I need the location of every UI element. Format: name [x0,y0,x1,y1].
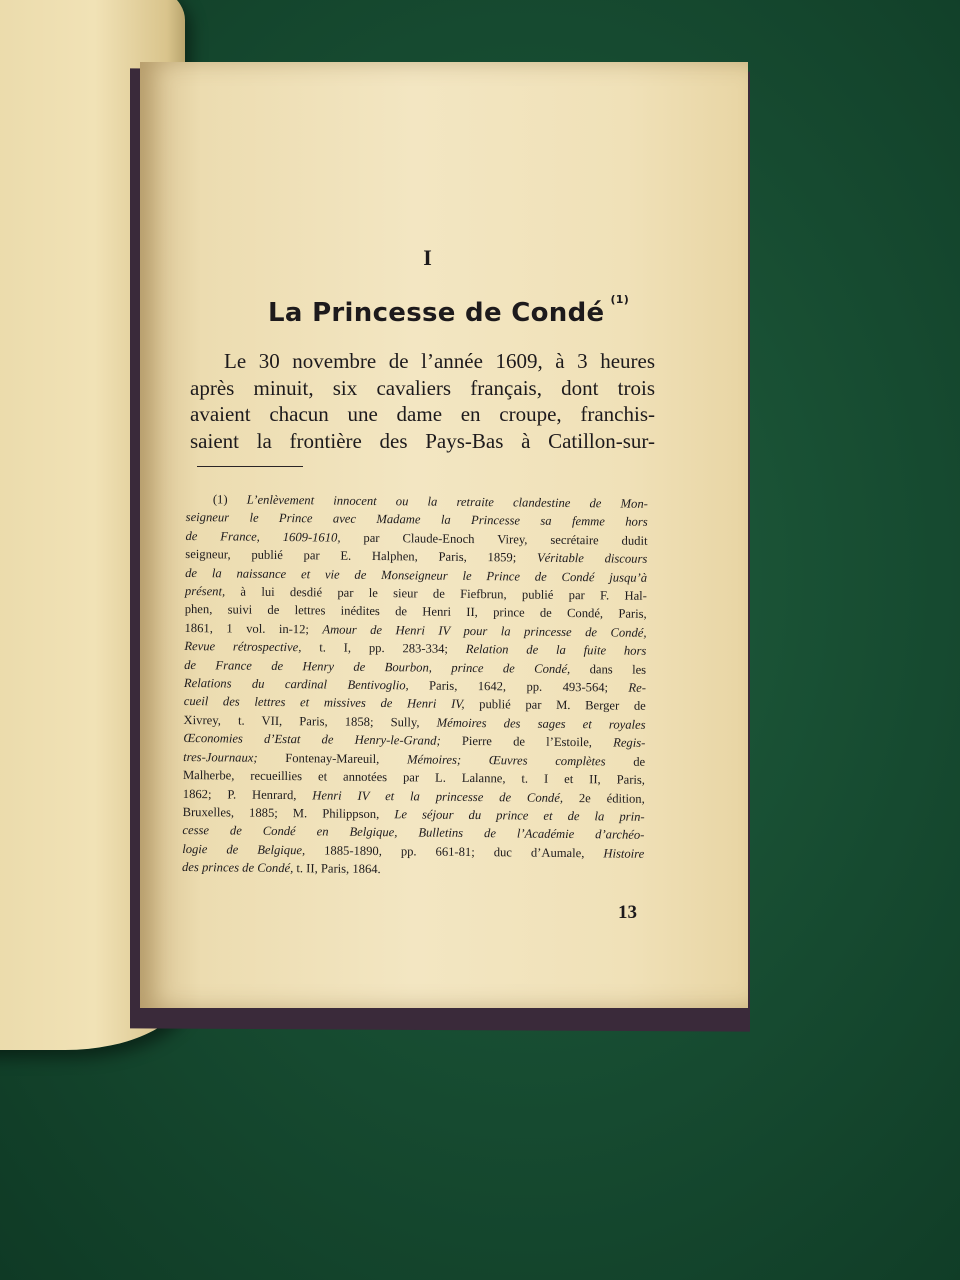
body-line: Le 30 novembre de l’année 1609, à 3 heures [224,349,655,373]
footnote-italic-run: Regis- [613,735,646,751]
footnote-marker: (1) [610,293,630,307]
footnote-italic-run: de la naissance et vie de Monseigneur le Prince de Condé jusqu’à [185,565,648,585]
body-line: avaient chacun une dame en croupe, franchis- [190,402,655,426]
footnote-italic-run: Re- [628,680,647,695]
body-line: après minuit, six cavaliers français, dont trois [190,375,655,400]
footnote-italic-run: Relations du cardinal Bentivoglio, [183,676,409,693]
footnote-italic-run: Henri IV et la princesse de Condé, [312,787,564,805]
book-page [140,62,748,1008]
body-paragraph [190,348,655,454]
footnote-run: (1) [212,492,247,507]
footnote-italic-run: présent, [184,584,226,599]
footnote-italic-run: cueil des lettres et missives de Henri IV, [183,694,465,712]
footnote-italic-run: cesse de Condé en Belgique, Bulletins de l’Académie d’archéo- [182,823,645,843]
footnote-italic-run: L’enlèvement innocent ou la retraite clandestine de Mon- [246,492,648,511]
footnote-run: phen, suivi de lettres inédites de Henri II, prince de Condé, Paris, [184,602,647,622]
footnote-run: 1885-1890, pp. 661-81; duc d’Aumale, [305,842,604,861]
footnote-italic-run: Œconomies d’Estat de Henry-le-Grand; [183,731,441,748]
footnote-run: Malherbe, recueillies et annotées par L. Lalanne, t. I et II, Paris, [182,768,646,787]
footnote-italic-run: Le séjour du prince et de la prin- [394,807,645,824]
footnote-run: dans les [570,661,647,677]
footnote-italic-run: Véritable discours [536,550,648,567]
footnote-run: Xivrey, t. VII, Paris, 1858; Sully, [183,712,437,730]
footnote-italic-run: Amour de Henri IV pour la princesse de Condé, [322,622,647,640]
footnote-run: Pierre de l’Estoile, [440,733,614,750]
footnote-run [461,753,489,767]
footnote-italic-run: Mémoires des sages et royales [436,715,646,732]
chapter-title [268,293,630,328]
body-line: saient la frontière des Pays-Bas à Catillon-sur- [190,428,655,453]
footnote-italic-run: Relation de la fuite hors [465,642,647,659]
footnote-run: 1861, 1 vol. in-12; [184,620,323,637]
footnote-run: seigneur, publié par E. Halphen, Paris, 1859; [185,547,538,565]
footnote-italic-run: Revue rétrospective, [184,639,302,655]
footnote-run: t. II, Paris, 1864. [293,861,381,877]
footnote-run: 1862; P. Henrard, [182,786,313,802]
footnote-run: publié par M. Berger de [464,697,646,714]
footnote-run: Bruxelles, 1885; M. Philippson, [182,804,395,822]
page-number: 13 [618,902,637,923]
footnote-run: Fontenay-Mareuil, [257,750,408,767]
footnote-run: Paris, 1642, pp. 493-564; [408,678,629,695]
footnote-run: t. I, pp. 283-334; [301,640,466,657]
footnote-italic-run: tres-Journaux; [183,749,258,765]
footnote-run: à lui desdié par le sieur de Fiefbrun, publié par F. Hal- [225,584,647,603]
footnote-italic-run: de France, 1609-1610, [185,528,341,545]
footnote-italic-run: seigneur le Prince avec Madame la Princesse sa femme hors [185,510,648,530]
footnote-italic-run: logie de Belgique, [182,841,306,857]
footnote-italic-run: des princes de Condé, [181,860,294,876]
footnote-italic-run: Mémoires; [406,752,462,767]
chapter-title-text: La Princesse de Condé [268,298,605,328]
footnote-run: 2e édition, [562,790,645,806]
footnote [182,490,648,881]
footnote-run: de [605,754,646,769]
chapter-number: I [423,245,432,270]
footnote-italic-run: Histoire [603,846,645,861]
footnote-italic-run: de France de Henry de Bourbon, prince de Condé, [184,657,571,676]
footnote-italic-run: Œuvres complètes [488,752,606,769]
footnote-rule [197,466,303,467]
footnote-run: par Claude-Enoch Virey, secrétaire dudit [340,530,648,548]
